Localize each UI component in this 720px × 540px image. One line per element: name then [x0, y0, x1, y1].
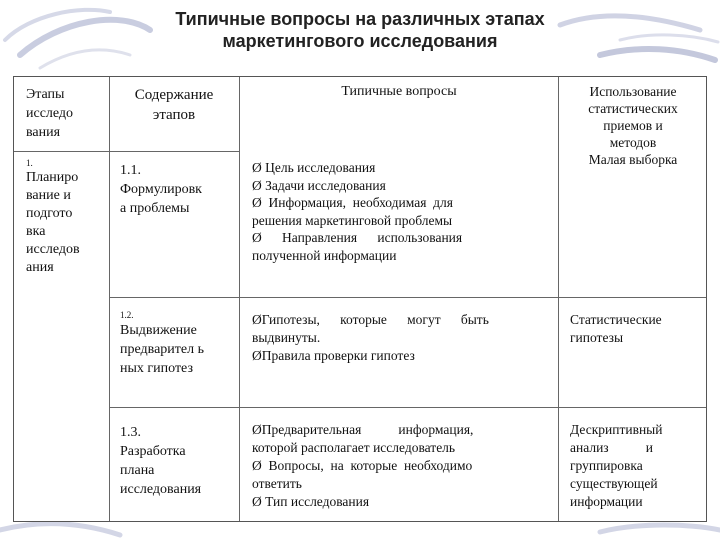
table-divider — [109, 77, 110, 521]
stage-cell: 1. Планиро вание и подгото вка исследов ания — [26, 158, 80, 275]
header-questions: Типичные вопросы — [341, 84, 457, 99]
row2-methods: Статистические гипотезы — [570, 312, 662, 345]
table-divider — [558, 77, 559, 521]
questions-table — [13, 76, 707, 522]
row1-questions: Ø Цель исследования Ø Задачи исследования Ø Информация, необходимая для решения маркетинговой проблемы Ø Направления использования полученной информации — [252, 160, 463, 263]
header-stages: Этапы исследо вания — [26, 87, 74, 140]
row2-content: 1.2. Выдвижение предварител ь ных гипотез — [120, 310, 204, 376]
row3-methods: Дескриптивный анализ и группировка существующей информации — [570, 422, 663, 509]
title-line-2: маркетингового исследования — [222, 31, 498, 51]
header-methods: Использование статистических приемов и методов Малая выборка — [588, 84, 678, 167]
row2-questions: ØГипотезы, которые могут быть выдвинуты. ØПравила проверки гипотез — [252, 312, 489, 363]
table-divider — [109, 407, 706, 408]
row1-content: 1.1. Формулировк а проблемы — [120, 163, 202, 216]
title-line-1: Типичные вопросы на различных этапах — [175, 9, 545, 29]
row3-questions: ØПредварительная информация, которой располагает исследователь Ø Вопросы, на которые необходимо ответить Ø Тип исследования — [252, 422, 474, 509]
table-divider — [239, 77, 240, 521]
page-title — [60, 8, 660, 52]
table-divider — [109, 297, 706, 298]
table-divider — [14, 151, 239, 152]
row3-content: 1.3. Разработка плана исследования — [120, 425, 202, 497]
header-content: Содержание этапов — [134, 87, 214, 123]
